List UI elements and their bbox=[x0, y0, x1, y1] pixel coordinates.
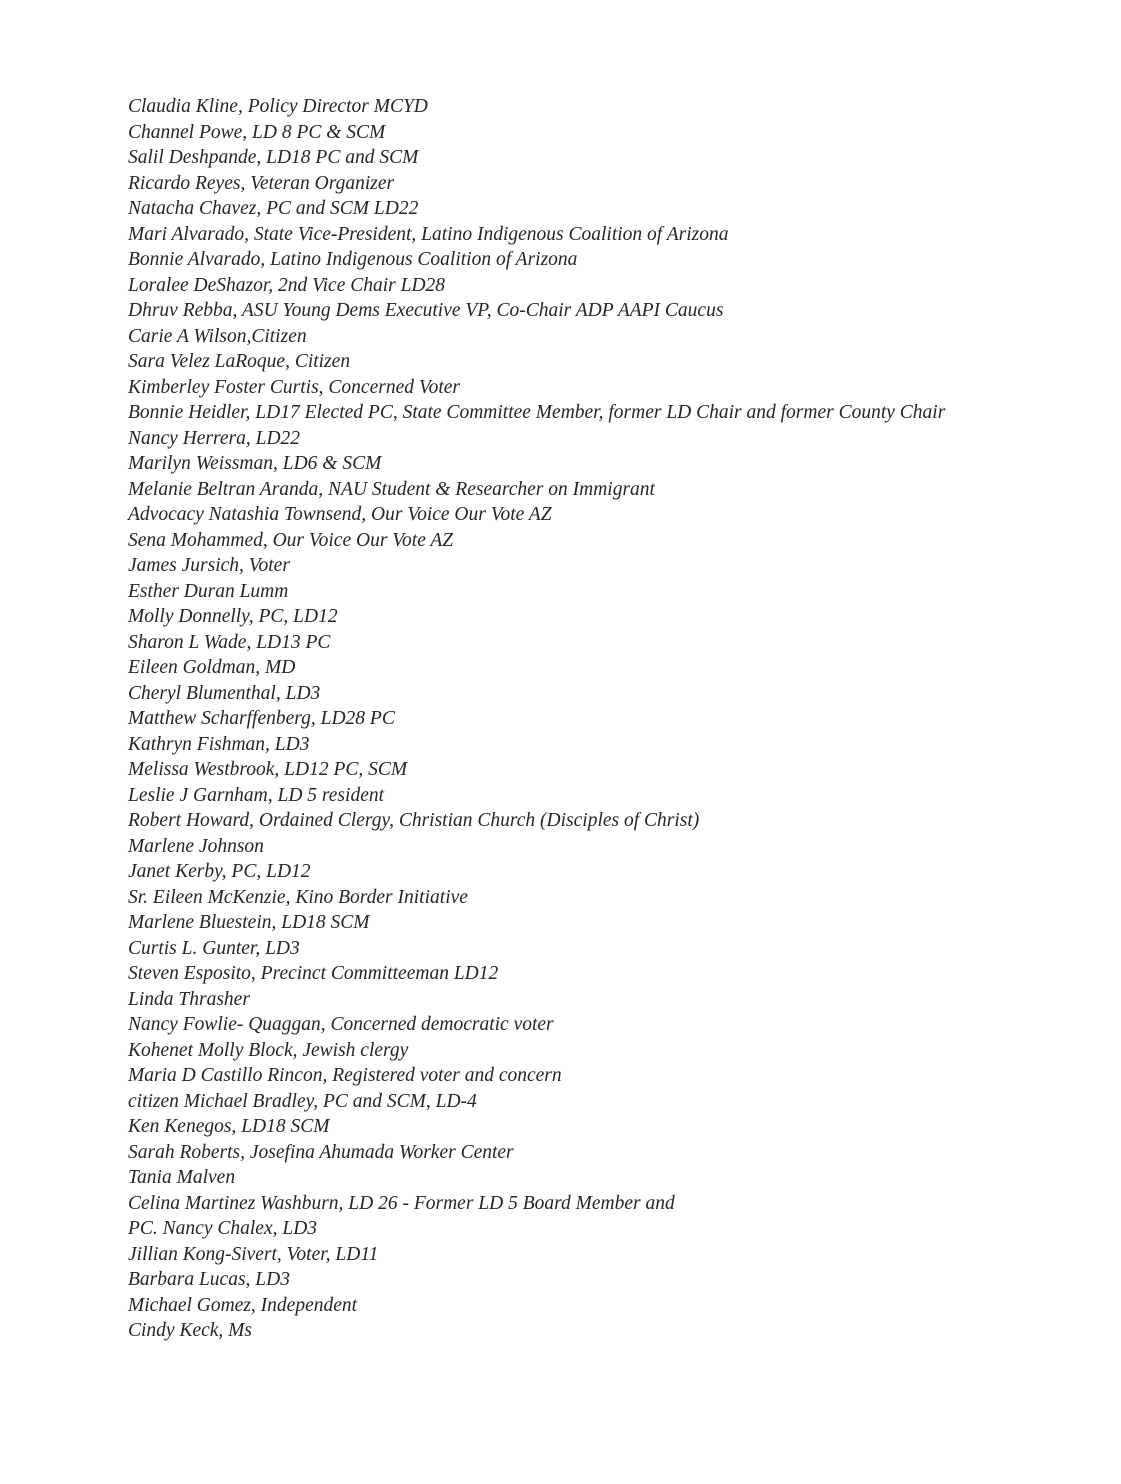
signer-line: Melanie Beltran Aranda, NAU Student & Researcher on Immigrant bbox=[128, 478, 655, 500]
signer-line: Sarah Roberts, Josefina Ahumada Worker Center bbox=[128, 1141, 514, 1163]
signer-line: Kathryn Fishman, LD3 bbox=[128, 733, 310, 755]
signer-line: Ricardo Reyes, Veteran Organizer bbox=[128, 172, 395, 194]
signer-line: Robert Howard, Ordained Clergy, Christian Church (Disciples of Christ) bbox=[128, 810, 700, 831]
signer-line: Salil Deshpande, LD18 PC and SCM bbox=[128, 147, 419, 168]
signer-line: Curtis L. Gunter, LD3 bbox=[128, 937, 300, 959]
signer-line: Leslie J Garnham, LD 5 resident bbox=[128, 784, 385, 806]
signer-line: Carie A Wilson,Citizen bbox=[128, 325, 307, 347]
signer-line: Sara Velez LaRoque, Citizen bbox=[128, 351, 351, 372]
signer-line: Dhruv Rebba, ASU Young Dems Executive VP, Co-Chair ADP AAPI Caucus bbox=[128, 300, 724, 321]
signer-line: citizen Michael Bradley, PC and SCM, LD-4 bbox=[128, 1090, 477, 1112]
signer-line: Molly Donnelly, PC, LD12 bbox=[128, 606, 338, 627]
signer-line: Advocacy Natashia Townsend, Our Voice Our Vote AZ bbox=[128, 504, 552, 525]
signer-line: Maria D Castillo Rincon, Registered voter and concern bbox=[128, 1065, 562, 1086]
signer-line: Sr. Eileen McKenzie, Kino Border Initiative bbox=[128, 886, 468, 908]
signer-line: Natacha Chavez, PC and SCM LD22 bbox=[128, 198, 419, 219]
signer-line: Melissa Westbrook, LD12 PC, SCM bbox=[128, 759, 408, 780]
signer-line: Loralee DeShazor, 2nd Vice Chair LD28 bbox=[128, 274, 446, 296]
signer-line: Bonnie Alvarado, Latino Indigenous Coalition of Arizona bbox=[128, 249, 578, 270]
signer-line: Janet Kerby, PC, LD12 bbox=[128, 861, 311, 882]
signer-line: Cindy Keck, Ms bbox=[128, 1320, 253, 1341]
signer-line: Claudia Kline, Policy Director MCYD bbox=[128, 96, 428, 117]
signer-line: Nancy Herrera, LD22 bbox=[128, 427, 301, 449]
signer-line: Tania Malven bbox=[128, 1167, 236, 1188]
signer-line: James Jursich, Voter bbox=[128, 555, 290, 576]
signer-line: Sena Mohammed, Our Voice Our Vote AZ bbox=[128, 529, 454, 551]
signer-line: Cheryl Blumenthal, LD3 bbox=[128, 682, 321, 704]
signer-line: Eileen Goldman, MD bbox=[128, 657, 296, 678]
signer-line: Jillian Kong-Sivert, Voter, LD11 bbox=[128, 1243, 379, 1265]
signer-line: Marilyn Weissman, LD6 & SCM bbox=[128, 453, 382, 474]
signer-line: Bonnie Heidler, LD17 Elected PC, State Committee Member, former LD Chair and former County Chair bbox=[128, 402, 946, 423]
signer-line: Channel Powe, LD 8 PC & SCM bbox=[128, 121, 386, 143]
signer-line: Ken Kenegos, LD18 SCM bbox=[128, 1116, 330, 1137]
signer-line: Mari Alvarado, State Vice-President, Latino Indigenous Coalition of Arizona bbox=[128, 223, 729, 245]
signer-line: PC. Nancy Chalex, LD3 bbox=[128, 1218, 318, 1239]
signer-line: Marlene Johnson bbox=[128, 835, 264, 857]
signer-line: Nancy Fowlie- Quaggan, Concerned democratic voter bbox=[128, 1014, 554, 1035]
signer-line: Michael Gomez, Independent bbox=[128, 1294, 358, 1316]
signer-line: Sharon L Wade, LD13 PC bbox=[128, 631, 331, 653]
signer-line: Steven Esposito, Precinct Committeeman LD12 bbox=[128, 963, 499, 984]
signer-line: Kohenet Molly Block, Jewish clergy bbox=[128, 1039, 409, 1061]
signer-line: Barbara Lucas, LD3 bbox=[128, 1269, 290, 1290]
signer-list bbox=[128, 94, 945, 1344]
signer-line: Matthew Scharffenberg, LD28 PC bbox=[128, 708, 395, 729]
signer-line: Esther Duran Lumm bbox=[128, 580, 289, 602]
signer-line: Celina Martinez Washburn, LD 26 - Former LD 5 Board Member and bbox=[128, 1192, 675, 1214]
signer-line: Kimberley Foster Curtis, Concerned Voter bbox=[128, 376, 461, 398]
signer-line: Marlene Bluestein, LD18 SCM bbox=[128, 912, 370, 933]
signer-line: Linda Thrasher bbox=[128, 988, 250, 1010]
